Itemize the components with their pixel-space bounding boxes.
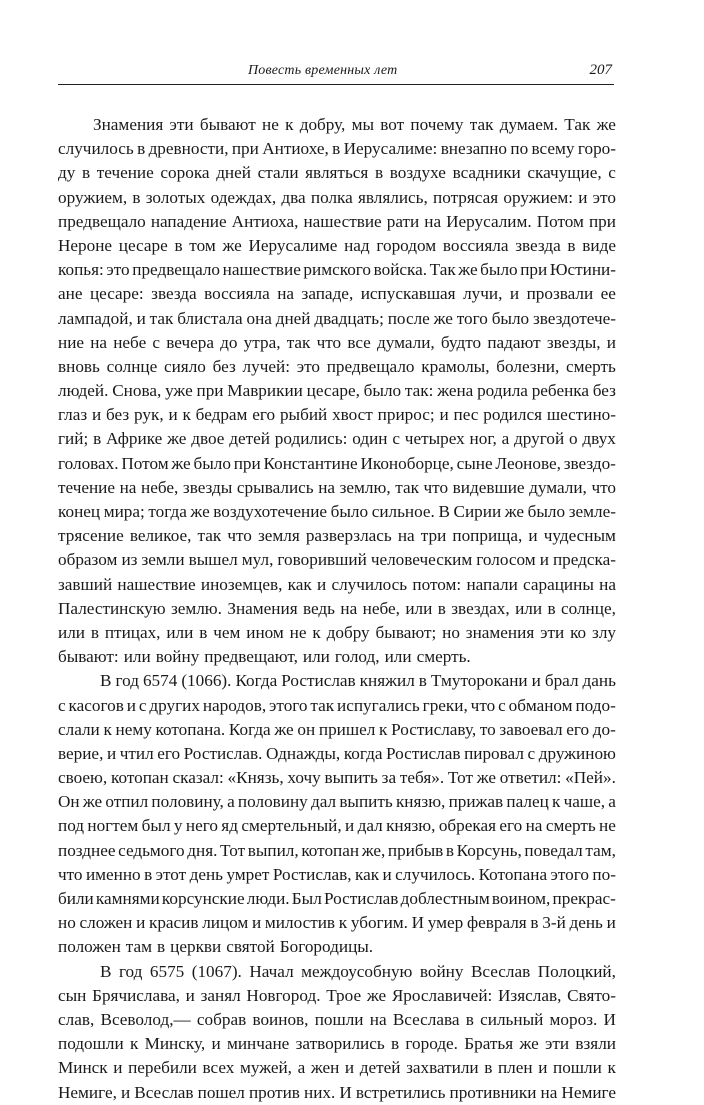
text-line: что именно в этот день умрет Ростислав, как и случилось. Котопана этого по- <box>58 864 616 884</box>
text-line: лампадой, и так блистала она дней двадцать; после же того было звездотече- <box>58 308 616 328</box>
page-body-text <box>58 113 616 1105</box>
text-line: били камнями корсунские люди. Был Ростислав доблестным воином, прекрас- <box>58 889 616 908</box>
text-line: позднее седьмого дня. Тот выпил, котопан же, прибыв в Корсунь, поведал там, <box>58 840 616 860</box>
text-line: глаз и без рук, и к бедрам его рыбий хвост прирос; и пес родился шестино- <box>58 405 616 425</box>
text-line: или в птицах, или в чем ином не к добру бывают; но знамения эти ко злу <box>58 622 616 642</box>
page-number: 207 <box>589 62 612 78</box>
text-line: гий; в Африке же двое детей родились: один с четырех ног, а другой о двух <box>58 429 616 449</box>
text-line: бывают: или войну предвещают, или голод, или смерть. <box>58 647 471 667</box>
text-line: подошли к Минску, и минчане затворились в городе. Братья же эти взяли <box>58 1034 616 1054</box>
text-line: Палестинскую землю. Знамения ведь на небе, или в звездах, или в солнце, <box>58 598 616 618</box>
text-line: течение на небе, звезды срывались на землю, так что видевшие думали, что <box>58 477 616 497</box>
text-line: В год 6575 (1067). Начал междоусобную войну Всеслав Полоцкий, <box>100 961 616 981</box>
text-line: Нероне цесаре в том же Иерусалиме над городом воссияла звезда в виде <box>58 235 616 255</box>
text-line: под ногтем был у него яд смертельный, и дал князю, обрекая его на смерть не <box>58 816 616 836</box>
text-line: с касогов и с других народов, этого так испугались греки, что с обманом подо- <box>58 695 616 715</box>
text-line: Знамения эти бывают не к добру, мы вот почему так думаем. Так же <box>93 115 616 134</box>
text-line: своею, котопан сказал: «Князь, хочу выпить за тебя». Тот же ответил: «Пей». <box>58 768 616 788</box>
text-line: В год 6574 (1066). Когда Ростислав княжил в Тмуторокани и брал дань <box>100 671 616 691</box>
text-line: слав, Всеволод,— собрав воинов, пошли на Всеслава в сильный мороз. И <box>58 1009 616 1029</box>
text-line: ане цесаре: звезда воссияла на западе, испускавшая лучи, и прозвали ее <box>58 284 616 304</box>
text-line: копья: это предвещало нашествие римского войска. Так же было при Юстини- <box>58 260 616 280</box>
text-line: случилось в древности, при Антиохе, в Иерусалиме: внезапно по всему горо- <box>58 139 616 159</box>
text-line: верие, и чтил его Ростислав. Однажды, когда Ростислав пировал с дружиною <box>58 743 616 763</box>
text-line: Немиге, и Всеслав пошел против них. И встретились противники на Немиге <box>58 1082 616 1102</box>
text-line: трясение великое, так что земля разверзлась на три поприща, и чудесным <box>58 526 616 546</box>
text-line: сын Брячислава, и занял Новгород. Трое же Ярославичей: Изяслав, Свято- <box>58 985 616 1005</box>
text-line: людей. Снова, уже при Маврикии цесаре, было так: жена родила ребенка без <box>58 381 616 401</box>
text-line: оружием, в золотых одеждах, два полка являлись, потрясая оружием: и это <box>58 187 616 207</box>
text-line: конец мира; тогда же воздухотечение было сильное. В Сирии же было земле- <box>58 502 616 521</box>
text-line: положен там в церкви святой Богородицы. <box>58 937 374 957</box>
text-line: ние на небе с вечера до утра, так что все думали, будто падают звезды, и <box>58 332 616 352</box>
text-line: вновь солнце сияло без лучей: это предвещало крамолы, болезни, смерть <box>58 356 616 376</box>
text-line: Минск и перебили всех мужей, а жен и детей захватили в плен и пошли к <box>58 1058 616 1078</box>
running-header <box>58 62 614 85</box>
text-line: ду в течение сорока дней стали являться в воздухе всадники скачущие, с <box>58 163 616 183</box>
text-line: образом из земли вышел мул, говоривший человеческим голосом и предска- <box>58 550 616 570</box>
text-line: головах. Потом же было при Константине Иконоборце, сыне Леонове, звездо- <box>58 453 616 473</box>
text-line: Он же отпил половину, а половину дал выпить князю, прижав палец к чаше, а <box>58 792 616 812</box>
text-line: предвещало нападение Антиоха, нашествие рати на Иерусалим. Потом при <box>58 211 616 231</box>
text-line: но сложен и красив лицом и милостив к убогим. И умер февраля в 3-й день и <box>58 913 616 933</box>
running-title: Повесть временных лет <box>248 63 398 78</box>
text-line: слали к нему котопана. Когда же он пришел к Ростиславу, то завоевал его до- <box>58 719 616 739</box>
text-line: завший нашествие иноземцев, как и случилось потом: напали сарацины на <box>58 574 616 594</box>
